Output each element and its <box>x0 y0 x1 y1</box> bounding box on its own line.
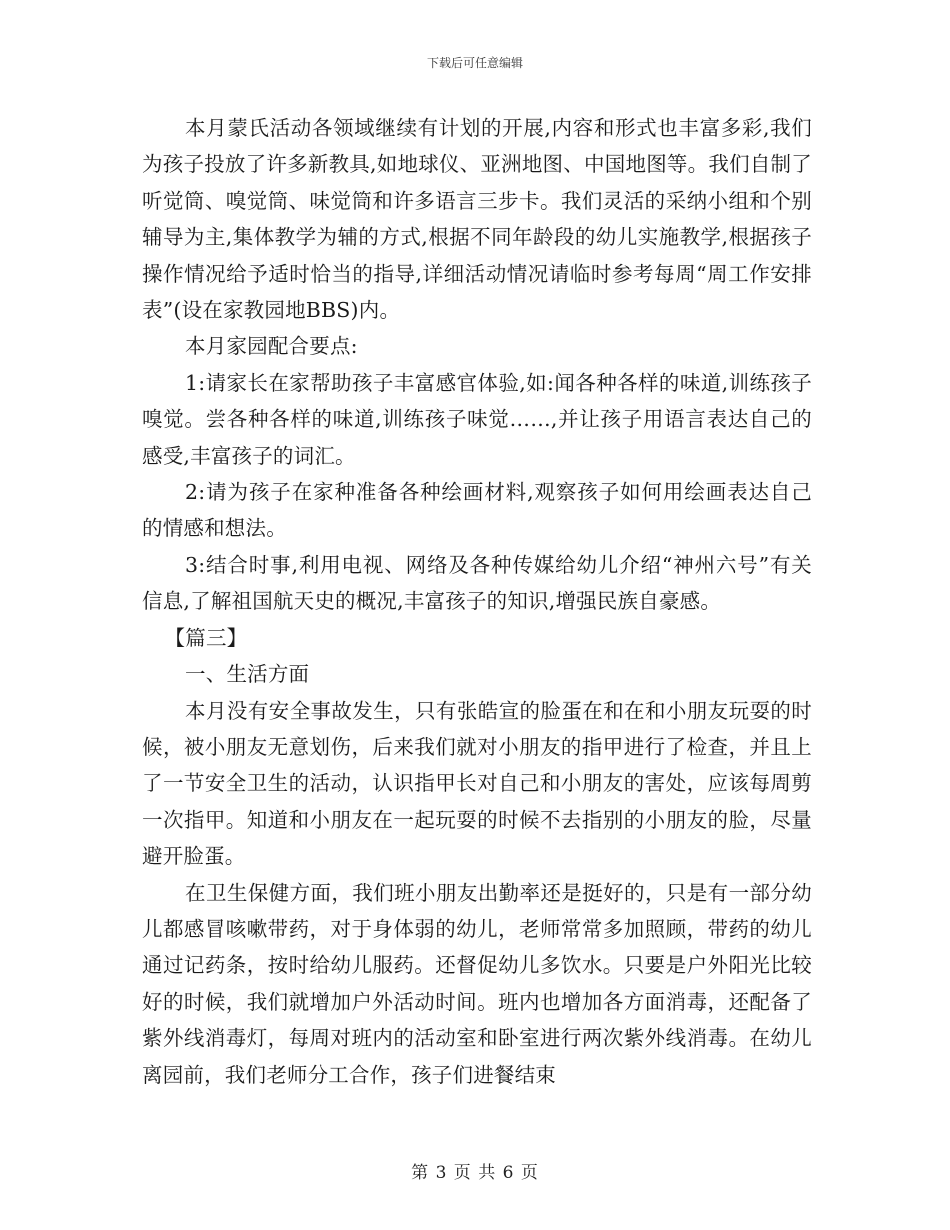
page-header: 下载后可任意编辑 <box>426 56 523 70</box>
paragraph-home-school-title: 本月家园配合要点: <box>185 334 358 359</box>
paragraph-health: 在卫生保健方面，我们班小朋友出勤率还是挺好的，只是有一部分幼儿都感冒咳嗽带药，对于身体弱的幼儿，老师常常多加照顾，带药的幼儿通过记药条，按时给幼儿服药。还督促幼儿多饮水。只要是户外阳光比较好的时候，我们就增加户外活动时间。班内也增加各方面消毒，还配备了紫外线消毒灯，每周对班内的活动室和卧室进行两次紫外线消毒。在幼儿离园前，我们老师分工合作，孩子们进餐结束 <box>142 880 812 1087</box>
page-footer: 第 3 页 共 6 页 <box>411 1163 539 1183</box>
section-heading: 【篇三】 <box>164 625 248 650</box>
paragraph-point-1: 1:请家长在家帮助孩子丰富感官体验,如:闻各种各样的味道,训练孩子嗅觉。尝各种各样的味道,训练孩子味觉……,并让孩子用语言表达自己的感受,丰富孩子的词汇。 <box>142 370 812 468</box>
paragraph-montessori: 本月蒙氏活动各领域继续有计划的开展,内容和形式也丰富多彩,我们为孩子投放了许多新教具,如地球仪、亚洲地图、中国地图等。我们自制了听觉筒、嗅觉筒、味觉筒和许多语言三步卡。我们灵活的采纳小组和个别辅导为主,集体教学为辅的方式,根据不同年龄段的幼儿实施教学,根据孩子操作情况给予适时恰当的指导,详细活动情况请临时参考每周“周工作安排表”(设在家教园地BBS)内。 <box>142 116 812 323</box>
paragraph-point-2: 2:请为孩子在家种准备各种绘画材料,观察孩子如何用绘画表达自己的情感和想法。 <box>142 480 812 541</box>
paragraph-safety: 本月没有安全事故发生，只有张皓宣的脸蛋在和在和小朋友玩耍的时候，被小朋友无意划伤，后来我们就对小朋友的指甲进行了检查，并且上了一节安全卫生的活动，认识指甲长对自己和小朋友的害处，应该每周剪一次指甲。知道和小朋友在一起玩耍的时候不去指别的小朋友的脸，尽量避开脸蛋。 <box>142 698 812 869</box>
subsection-heading: 一、生活方面 <box>185 662 310 687</box>
paragraph-point-3: 3:结合时事,利用电视、网络及各种传媒给幼儿介绍“神州六号”有关信息,了解祖国航天史的概况,丰富孩子的知识,增强民族自豪感。 <box>142 552 812 614</box>
document-body <box>142 110 812 1093</box>
